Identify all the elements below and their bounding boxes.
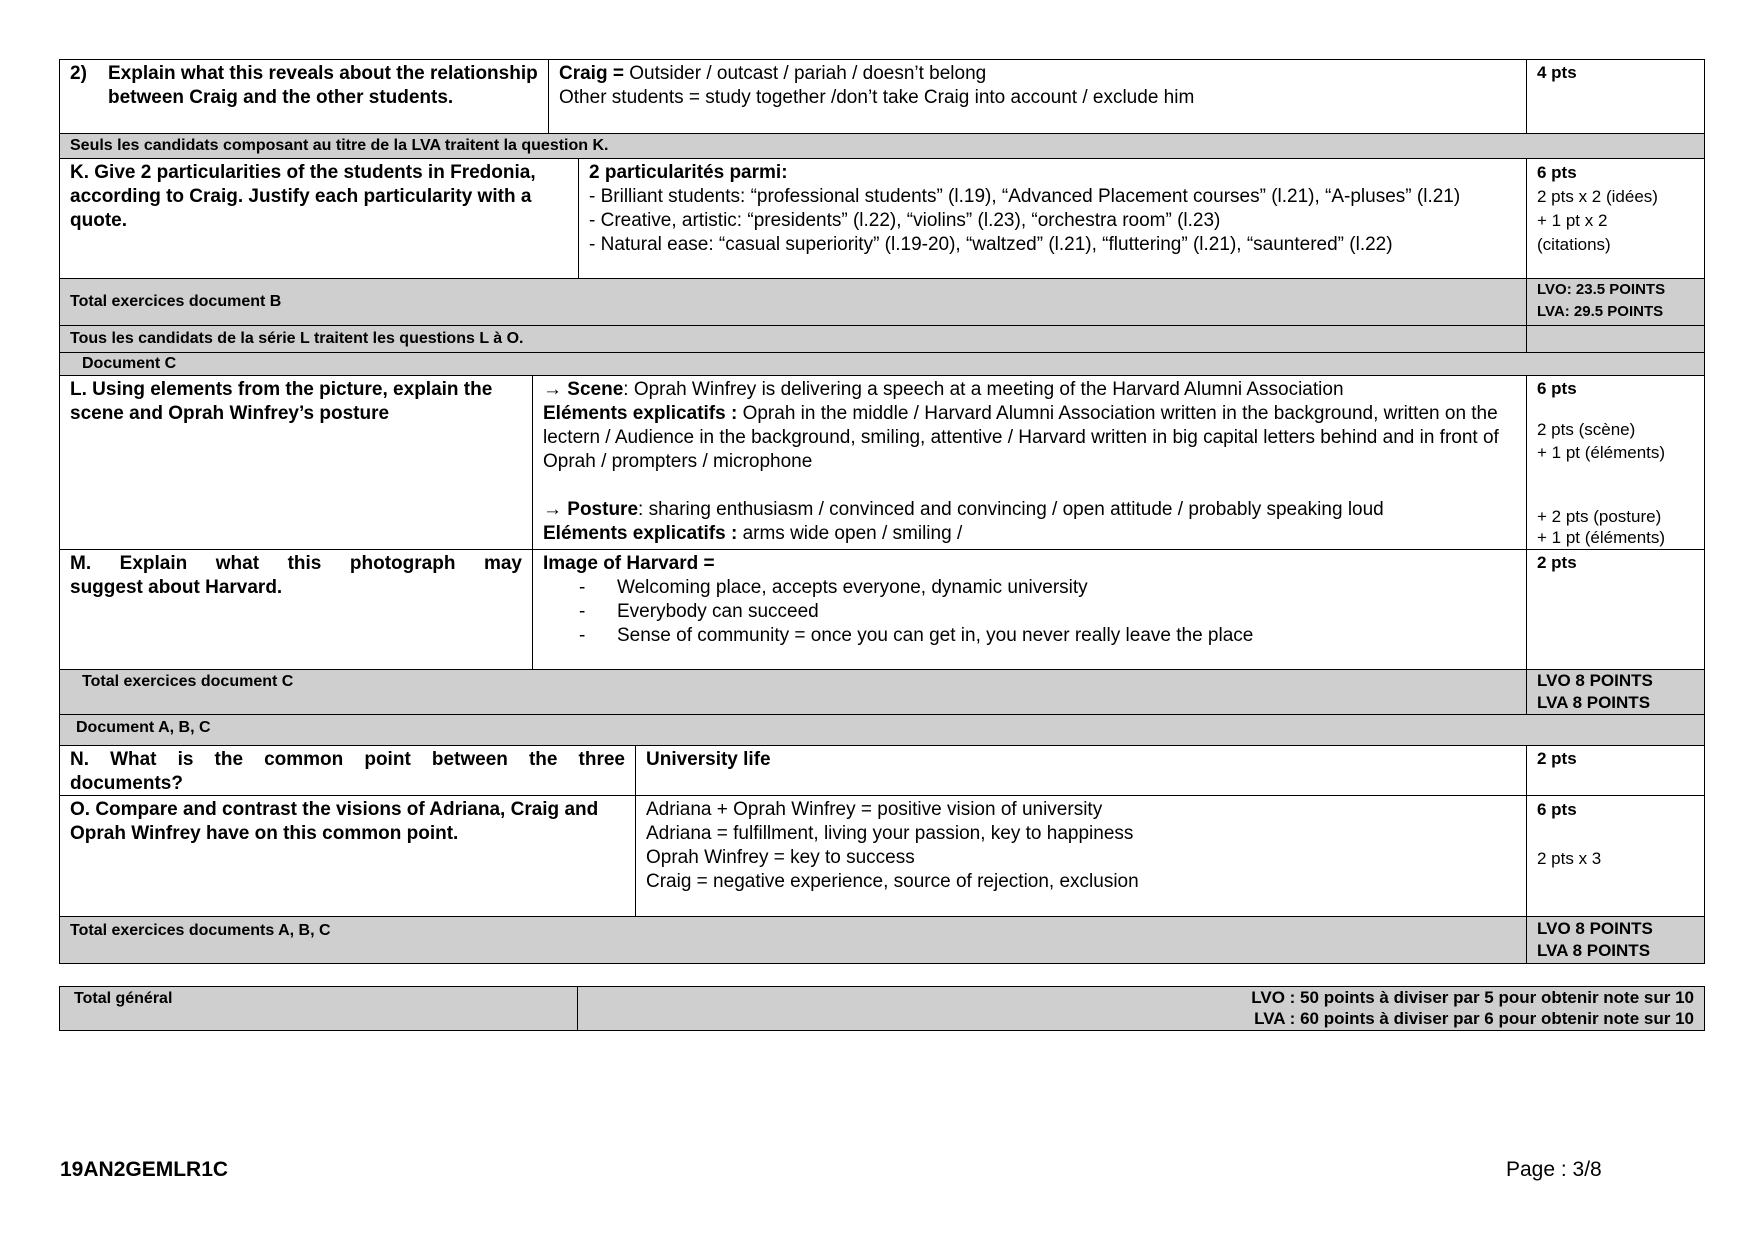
- qO-points-detail: 2 pts x 3: [1537, 849, 1602, 868]
- total-ABC-lva: LVA 8 POINTS: [1537, 941, 1651, 960]
- qN-answer: University life: [646, 749, 771, 770]
- qL-scene-text: : Oprah Winfrey is delivering a speech at a meeting of the Harvard Alumni Association: [623, 379, 1344, 400]
- qL-points-detail-1: 2 pts (scène): [1537, 420, 1636, 439]
- qK-answer-line-2: - Creative, artistic: “presidents” (l.22), “violins” (l.23), “orchestra room” (l.23): [589, 210, 1221, 231]
- qL-points-detail-3: + 2 pts (posture): [1537, 507, 1662, 526]
- qK-points-detail-2: + 1 pt x 2: [1537, 211, 1608, 230]
- qO-question-cell: [59, 795, 636, 917]
- qM-question-line-2: suggest about Harvard.: [70, 577, 283, 598]
- qK-answer-cell: [578, 158, 1527, 279]
- qO-answer-line-3: Oprah Winfrey = key to success: [646, 847, 915, 868]
- doc-C-header-cell: [59, 352, 1705, 376]
- total-ABC-points-cell: [1526, 916, 1705, 964]
- qL-points-detail-4: + 1 pt (éléments): [1537, 528, 1666, 547]
- qL-question-cell: [59, 375, 533, 550]
- q2-number: 2): [70, 63, 87, 84]
- qM-points-cell: [1526, 549, 1705, 670]
- qK-answer-title: 2 particularités parmi:: [589, 162, 788, 183]
- list-item: - Sense of community = once you can get in, you never really leave the place: [579, 624, 1516, 648]
- qL-answer-cell: [532, 375, 1527, 550]
- qL-scene-label: → Scene: [543, 379, 624, 400]
- qK-answer-line-1: - Brilliant students: “professional students” (l.19), “Advanced Placement courses” (l.21), “A-pluses” (l.21): [589, 186, 1461, 207]
- qK-points-cell: [1526, 158, 1705, 279]
- qO-answer-line-4: Craig = negative experience, source of rejection, exclusion: [646, 871, 1139, 892]
- total-ABC-lvo: LVO 8 POINTS: [1537, 919, 1653, 938]
- qK-points-detail-1: 2 pts x 2 (idées): [1537, 187, 1658, 206]
- qL-elements-label-1: Eléments explicatifs :: [543, 403, 738, 424]
- total-C-points-cell: [1526, 669, 1705, 715]
- total-general-label: Total général: [74, 990, 173, 1007]
- lva-note: Seuls les candidats composant au titre de la LVA traitent la question K.: [70, 137, 609, 154]
- total-general-lvo: LVO : 50 points à diviser par 5 pour obtenir note sur 10: [1251, 988, 1694, 1007]
- doc-ABC-header-cell: [59, 714, 1705, 746]
- qL-posture-label: → Posture: [543, 499, 639, 520]
- total-C-lvo: LVO 8 POINTS: [1537, 671, 1653, 690]
- total-general-label-cell: [59, 986, 578, 1031]
- qL-points-detail-2: + 1 pt (éléments): [1537, 443, 1666, 462]
- q2-points-cell: [1526, 59, 1705, 134]
- lva-note-row: [59, 133, 1705, 159]
- total-B-label-cell: [59, 278, 1527, 326]
- qM-points: 2 pts: [1537, 553, 1577, 572]
- serie-L-note: Tous les candidats de la série L traitent les questions L à O.: [70, 330, 524, 347]
- total-general-points-cell: [577, 986, 1705, 1031]
- qN-points-cell: [1526, 745, 1705, 796]
- serie-L-note-cell: [59, 325, 1527, 353]
- total-B-lvo: LVO: 23.5 POINTS: [1537, 281, 1666, 298]
- qM-answer-list: [543, 576, 1516, 648]
- qL-points-cell: [1526, 375, 1705, 550]
- qL-question: L. Using elements from the picture, explain the scene and Oprah Winfrey’s posture: [70, 379, 493, 424]
- doc-ABC-header: Document A, B, C: [76, 719, 211, 736]
- footer-page-number: Page : 3/8: [1506, 1158, 1602, 1181]
- qO-points-cell: [1526, 795, 1705, 917]
- qN-question-cell: [59, 745, 636, 796]
- q2-answer-cell: [548, 59, 1527, 134]
- total-C-lva: LVA 8 POINTS: [1537, 693, 1651, 712]
- q2-answer-craig-label: Craig =: [559, 63, 624, 84]
- qN-question-line-2: documents?: [70, 773, 183, 794]
- list-item: - Everybody can succeed: [579, 600, 1516, 624]
- qK-points: 6 pts: [1537, 163, 1577, 182]
- footer-document-code: 19AN2GEMLR1C: [60, 1158, 229, 1181]
- qK-question-cell: [59, 158, 579, 279]
- total-B-label: Total exercices document B: [70, 293, 282, 310]
- total-C-label: Total exercices document C: [82, 673, 294, 690]
- total-ABC-label-cell: [59, 916, 1527, 964]
- q2-answer-others: Other students = study together /don’t take Craig into account / exclude him: [559, 87, 1195, 108]
- qO-answer-cell: [635, 795, 1527, 917]
- qM-answer-title: Image of Harvard =: [543, 553, 715, 574]
- total-B-lva: LVA: 29.5 POINTS: [1537, 303, 1664, 320]
- qL-elements-text-1: Oprah in the middle / Harvard Alumni Association written in the background, written on the lectern / Audience in the background, smiling, attentive / Harvard written in big capital letters behind and in front of Oprah / prompters / microphone: [543, 403, 1499, 472]
- total-general-lva: LVA : 60 points à diviser par 6 pour obtenir note sur 10: [1254, 1009, 1694, 1028]
- qM-question-line-1: M. Explain what this photograph may: [70, 553, 522, 574]
- qN-answer-cell: [635, 745, 1527, 796]
- qM-answer-cell: [532, 549, 1527, 670]
- qM-question-cell: [59, 549, 533, 670]
- qK-points-detail-3: (citations): [1537, 235, 1611, 254]
- q2-answer-craig-text: Outsider / outcast / pariah / doesn’t belong: [623, 63, 987, 84]
- qK-question: K. Give 2 particularities of the students in Fredonia, according to Craig. Justify each particularity with a quote.: [70, 162, 536, 231]
- total-C-label-cell: [59, 669, 1527, 715]
- total-B-points-cell: [1526, 278, 1705, 326]
- q2-question: Explain what this reveals about the relationship between Craig and the other students.: [108, 63, 538, 108]
- qO-answer-line-2: Adriana = fulfillment, living your passion, key to happiness: [646, 823, 1134, 844]
- qL-elements-text-2: arms wide open / smiling /: [737, 523, 963, 544]
- qO-answer-line-1: Adriana + Oprah Winfrey = positive vision of university: [646, 799, 1103, 820]
- qN-question-line-1: N. What is the common point between the three: [70, 749, 625, 770]
- total-ABC-label: Total exercices documents A, B, C: [70, 922, 331, 939]
- list-item: - Welcoming place, accepts everyone, dynamic university: [579, 576, 1516, 600]
- qL-posture-text: : sharing enthusiasm / convinced and convincing / open attitude / probably speaking loud: [638, 499, 1384, 520]
- q2-question-cell: [59, 59, 549, 134]
- qO-question: O. Compare and contrast the visions of Adriana, Craig and Oprah Winfrey have on this common point.: [70, 799, 599, 844]
- qL-points: 6 pts: [1537, 379, 1577, 398]
- qK-answer-line-3: - Natural ease: “casual superiority” (l.19-20), “waltzed” (l.21), “fluttering” (l.21), “sauntered” (l.22): [589, 234, 1393, 255]
- qN-points: 2 pts: [1537, 749, 1577, 768]
- qL-elements-label-2: Eléments explicatifs :: [543, 523, 738, 544]
- qO-points: 6 pts: [1537, 800, 1577, 819]
- q2-points: 4 pts: [1537, 63, 1577, 82]
- serie-L-note-empty-cell: [1526, 325, 1705, 353]
- doc-C-header: Document C: [82, 355, 177, 372]
